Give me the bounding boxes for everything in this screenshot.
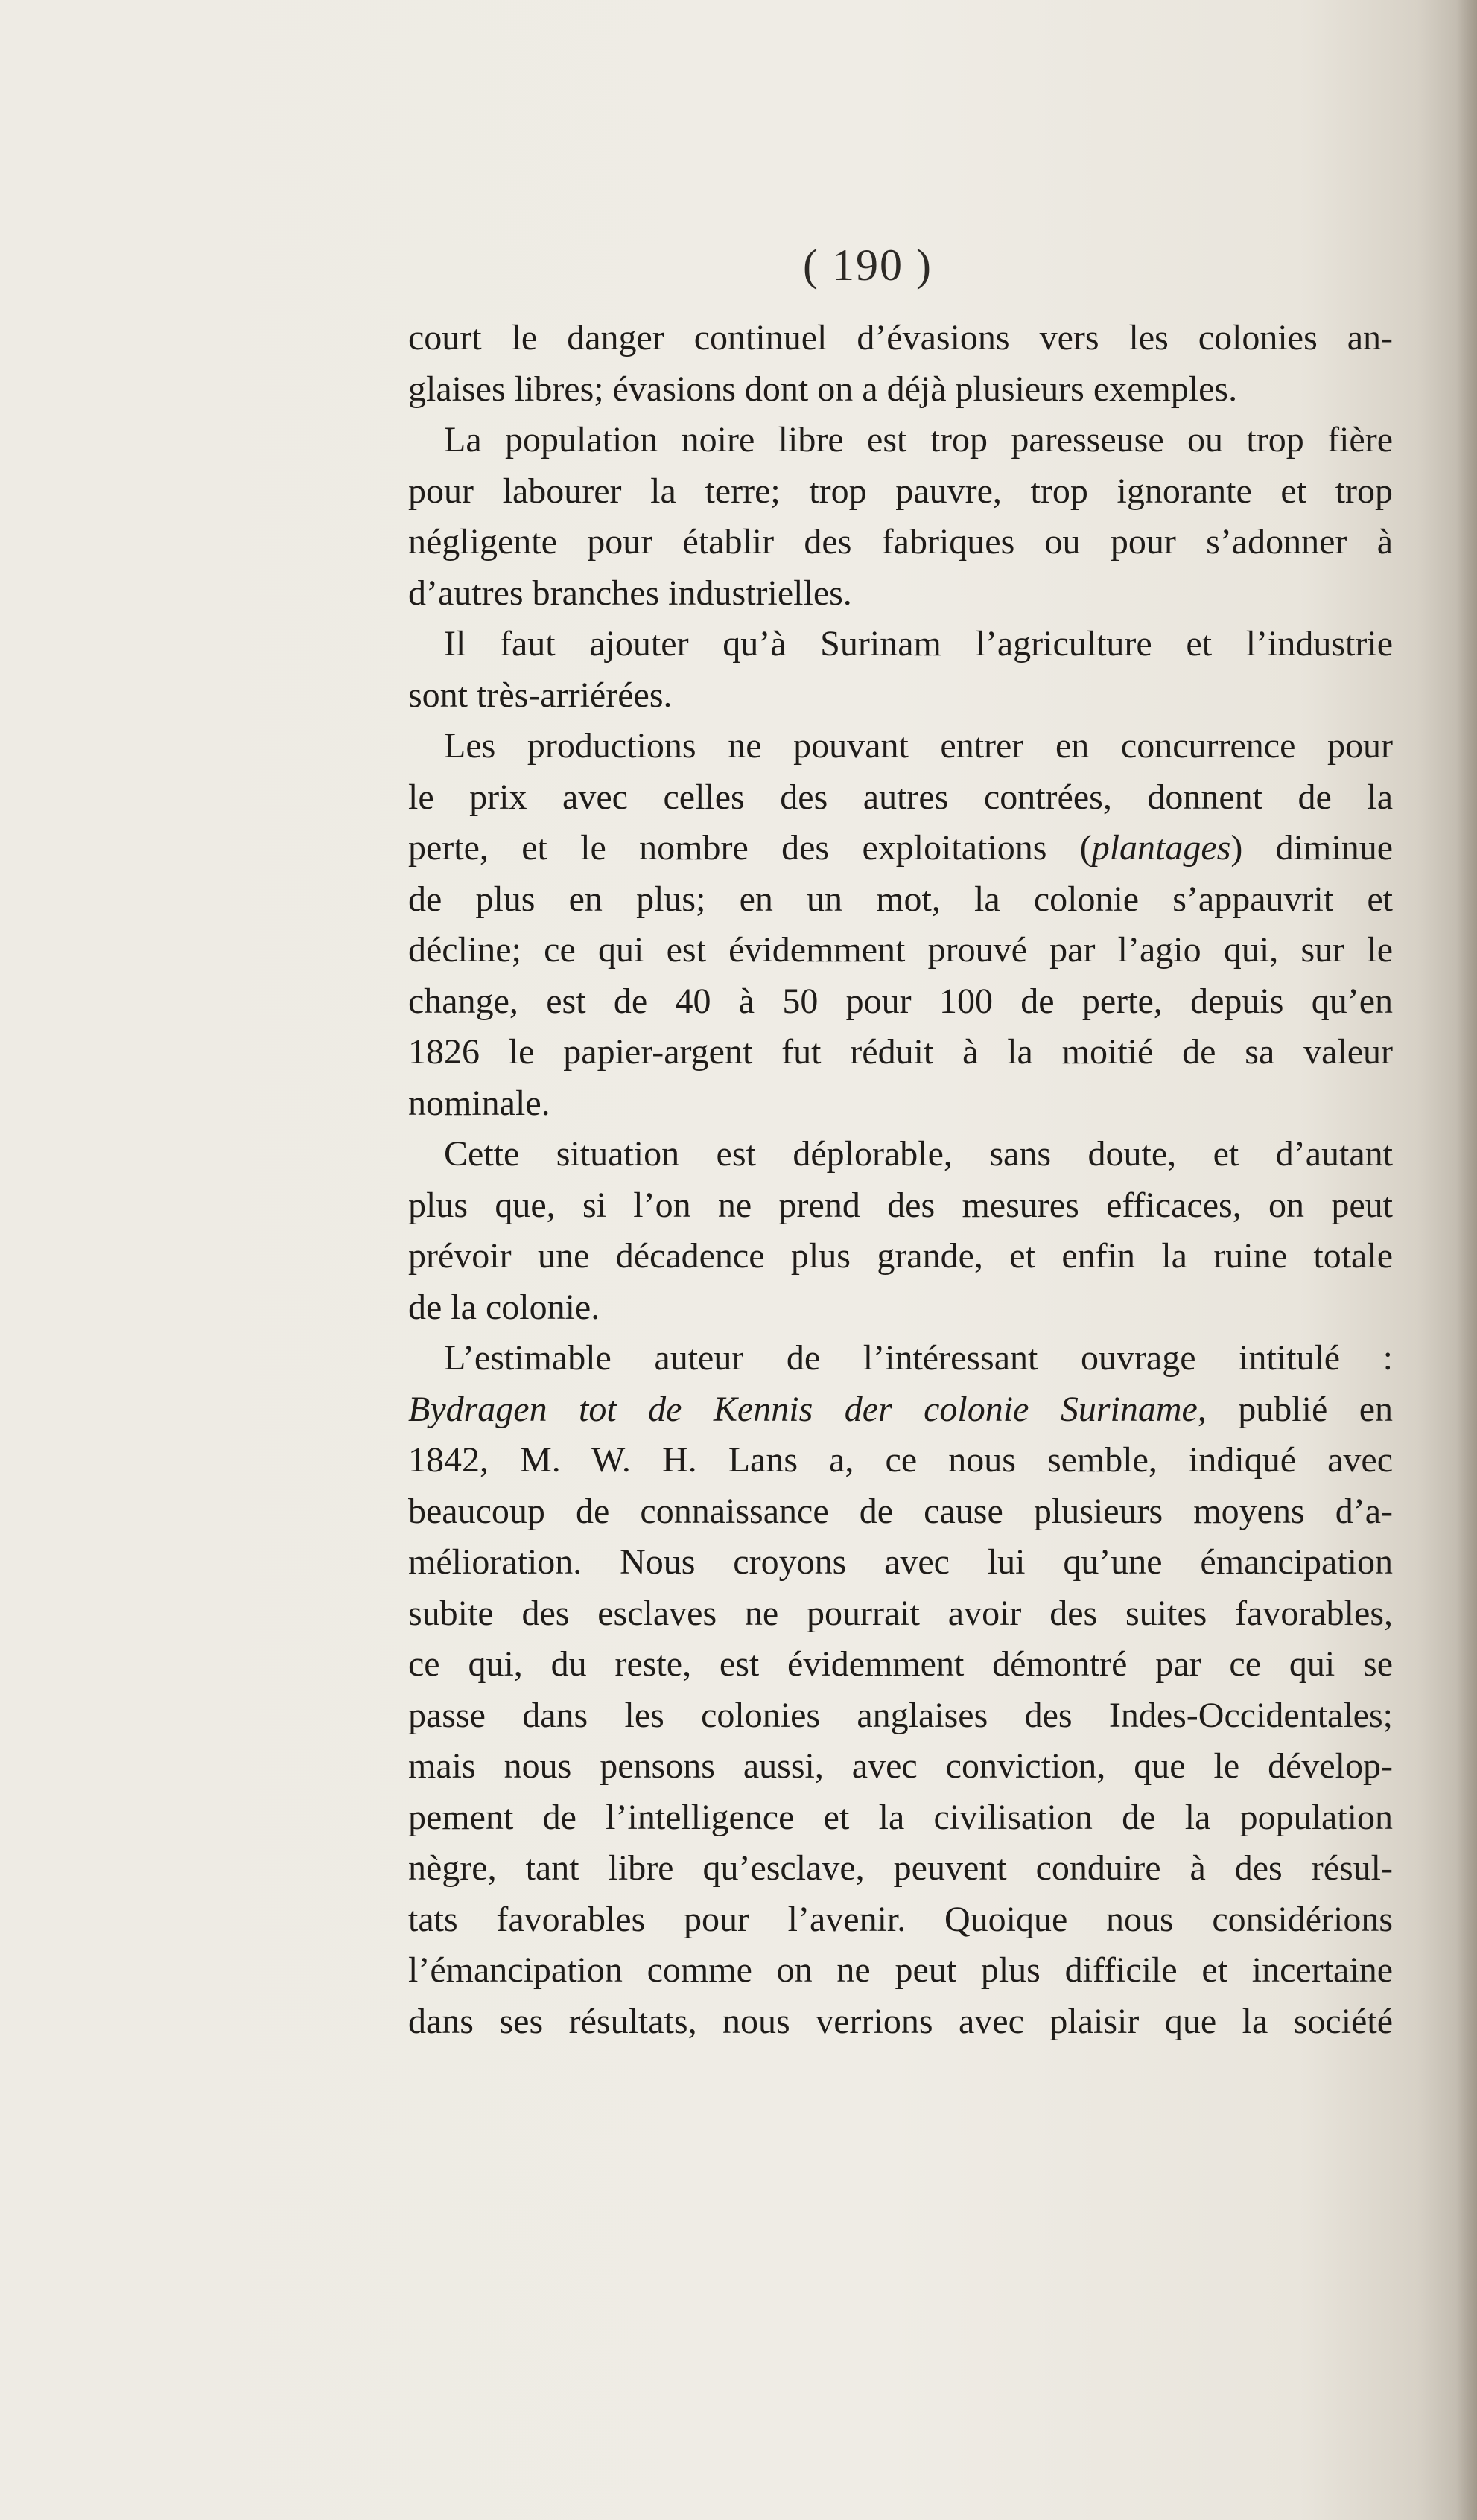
text-line: ce qui, du reste, est évidemment démontré par ce qui se <box>408 1644 1393 1684</box>
paragraph <box>408 1333 1393 2047</box>
text-line: le prix avec celles des autres contrées, donnent de la <box>408 777 1393 817</box>
text-line: La population noire libre est trop paresseuse ou trop fière <box>444 420 1393 459</box>
italic-term: Bydragen tot de Kennis der colonie Suriname <box>408 1389 1198 1429</box>
text-line: nègre, tant libre qu’esclave, peuvent conduire à des résul- <box>408 1848 1393 1888</box>
text-line: dans ses résultats, nous verrions avec plaisir que la société <box>408 2001 1393 2041</box>
paragraph <box>408 721 1393 1129</box>
text-line: glaises libres; évasions dont on a déjà plusieurs exemples. <box>408 369 1238 409</box>
text-line: Bydragen tot de Kennis der colonie Suriname, publié en <box>408 1389 1394 1429</box>
page-edge-shadow <box>1456 0 1477 2520</box>
text-line: perte, et le nombre des exploitations (plantages) diminue <box>408 828 1393 868</box>
text-line: pement de l’intelligence et la civilisation de la population <box>408 1797 1393 1837</box>
text-line: l’émancipation comme on ne peut plus difficile et incertaine <box>408 1950 1393 1990</box>
text-line: tats favorables pour l’avenir. Quoique nous considérions <box>408 1899 1393 1939</box>
paragraph <box>408 619 1393 721</box>
text-line: de la colonie. <box>408 1287 600 1327</box>
text-line: mélioration. Nous croyons avec lui qu’une émancipation <box>408 1542 1393 1582</box>
text-line: passe dans les colonies anglaises des Indes-Occidentales; <box>408 1695 1393 1735</box>
text-line: mais nous pensons aussi, avec conviction, que le dévelop- <box>408 1746 1393 1786</box>
text-line: négligente pour établir des fabriques ou pour s’adonner à <box>408 522 1393 561</box>
text-line: beaucoup de connaissance de cause plusieurs moyens d’a- <box>408 1491 1393 1531</box>
text-line: change, est de 40 à 50 pour 100 de perte, depuis qu’en <box>408 981 1393 1021</box>
italic-term: plantages <box>1091 828 1231 868</box>
text-line: court le danger continuel d’évasions vers les colonies an- <box>408 318 1393 357</box>
text-line: Les productions ne pouvant entrer en concurrence pour <box>444 726 1393 766</box>
text-line: 1826 le papier-argent fut réduit à la moitié de sa valeur <box>408 1032 1393 1072</box>
text-line: pour labourer la terre; trop pauvre, trop ignorante et trop <box>408 471 1393 511</box>
text-line: nominale. <box>408 1083 550 1123</box>
text-line: prévoir une décadence plus grande, et enfin la ruine totale <box>408 1236 1393 1276</box>
text-line: plus que, si l’on ne prend des mesures efficaces, on peut <box>408 1185 1393 1225</box>
paragraph <box>408 313 1393 415</box>
text-line: d’autres branches industrielles. <box>408 573 852 613</box>
text-line: décline; ce qui est évidemment prouvé par l’agio qui, sur le <box>408 930 1393 970</box>
text-line: sont très-arriérées. <box>408 675 673 715</box>
text-line: Il faut ajouter qu’à Surinam l’agriculture et l’industrie <box>444 624 1393 664</box>
body-text <box>408 313 1393 2047</box>
text-line: Cette situation est déplorable, sans doute, et d’autant <box>444 1134 1393 1174</box>
text-line: 1842, M. W. H. Lans a, ce nous semble, indiqué avec <box>408 1440 1393 1480</box>
text-line: L’estimable auteur de l’intéressant ouvrage intitulé : <box>444 1338 1393 1378</box>
paragraph <box>408 1129 1393 1333</box>
text-line: de plus en plus; en un mot, la colonie s’appauvrit et <box>408 879 1393 919</box>
paragraph <box>408 415 1393 619</box>
page-number: ( 190 ) <box>803 241 933 290</box>
text-line: subite des esclaves ne pourrait avoir des suites favorables, <box>408 1593 1393 1633</box>
